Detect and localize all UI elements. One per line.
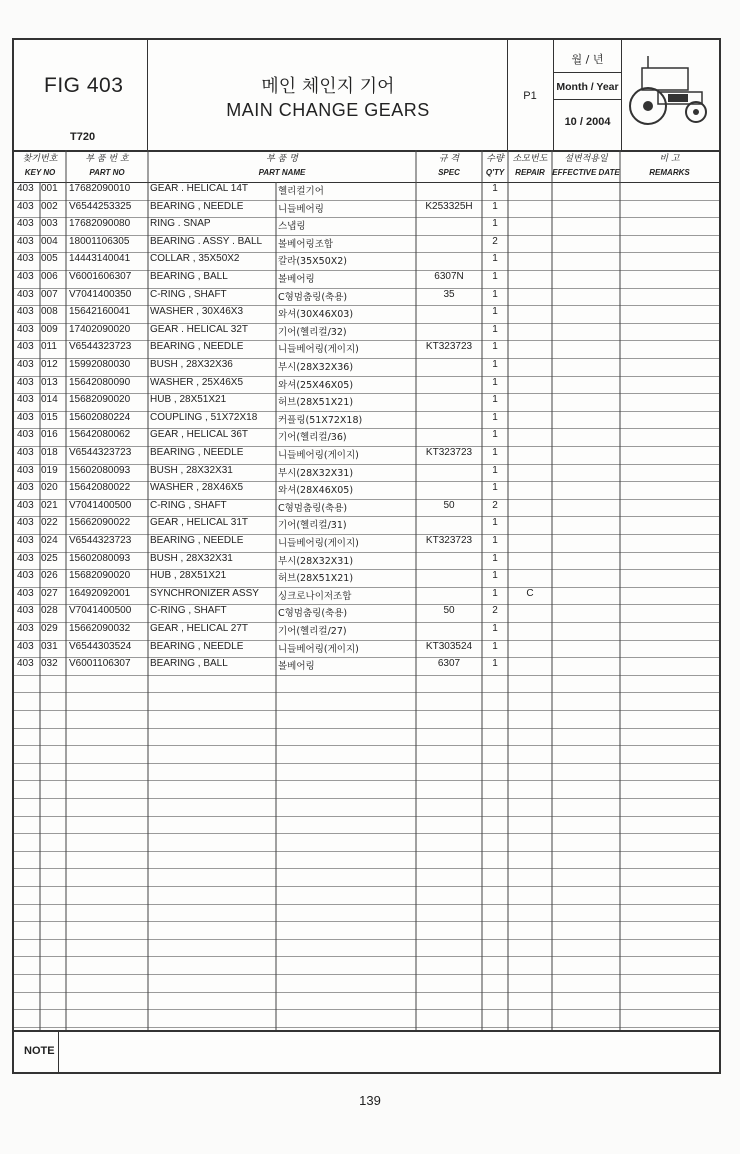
cell-part-name: GEAR , HELICAL 31T	[150, 517, 248, 529]
cell-part-no: 15682090020	[69, 394, 131, 406]
table-row	[14, 657, 719, 676]
cell-part-name-korean: 니들베어링	[278, 203, 324, 215]
empty-table-row	[14, 675, 719, 694]
cell-part-name-korean: 니들베어링(게이지)	[278, 538, 359, 549]
cell-fig: 403	[17, 235, 34, 247]
table-row	[14, 393, 719, 412]
cell-fig: 403	[17, 535, 34, 546]
cell-fig: 403	[17, 411, 34, 423]
cell-part-name-korean: 허브(28X51X21)	[278, 397, 354, 409]
cell-fig: 403	[17, 605, 34, 617]
cell-fig: 403	[17, 482, 34, 494]
table-row	[14, 428, 719, 447]
cell-key-no: 031	[41, 640, 58, 652]
cell-qty: 1	[492, 517, 498, 529]
month-year-label-korean: 월 / 년	[571, 53, 604, 66]
cell-spec: 6307	[437, 658, 461, 670]
empty-table-row	[14, 921, 719, 940]
cell-part-name: GEAR , HELICAL 27T	[150, 623, 248, 634]
cell-part-no: V7041400350	[69, 288, 132, 300]
note-section	[14, 1030, 719, 1074]
cell-part-name-korean: 볼베어링조합	[278, 238, 334, 250]
empty-table-row	[14, 956, 719, 975]
col-remarks: REMARKS	[649, 168, 690, 177]
cell-fig: 403	[17, 359, 34, 370]
cell-qty: 2	[492, 605, 498, 617]
cell-fig: 403	[17, 552, 34, 564]
cell-fig: 403	[17, 464, 34, 476]
cell-part-name: BUSH , 28X32X36	[150, 359, 233, 370]
sheet-header	[14, 40, 719, 152]
cell-qty: 1	[492, 306, 498, 318]
table-row	[14, 640, 719, 659]
cell-qty: 1	[492, 587, 498, 599]
cell-qty: 1	[492, 376, 498, 388]
cell-part-name-korean: 니들베어링(게이지)	[278, 450, 359, 461]
cell-part-no: V6544323723	[69, 535, 132, 546]
cell-fig: 403	[17, 306, 34, 318]
cell-fig: 403	[17, 253, 34, 265]
table-row	[14, 288, 719, 307]
cell-spec: 50	[443, 605, 455, 617]
cell-qty: 2	[492, 235, 498, 247]
cell-spec: 35	[443, 288, 455, 300]
cell-part-name-korean: 볼베어링	[278, 274, 315, 285]
cell-part-name: BEARING , BALL	[150, 271, 228, 282]
cell-part-no: 15642080022	[69, 482, 131, 494]
cell-qty: 1	[492, 341, 498, 353]
table-row	[14, 411, 719, 430]
cell-part-name: BEARING , NEEDLE	[150, 535, 244, 546]
cell-key-no: 009	[41, 323, 58, 335]
empty-table-row	[14, 763, 719, 782]
cell-key-no: 029	[41, 623, 58, 634]
cell-part-no: 15662090022	[69, 517, 131, 529]
cell-qty: 2	[492, 499, 498, 511]
table-row	[14, 446, 719, 465]
cell-fig: 403	[17, 323, 34, 335]
table-row	[14, 235, 719, 254]
cell-part-no: V6001606307	[69, 271, 132, 282]
cell-qty: 1	[492, 570, 498, 582]
col-repair-ko: 소모번도	[512, 154, 548, 164]
col-repair: REPAIR	[515, 168, 545, 177]
col-part-name: PART NAME	[258, 168, 306, 177]
cell-part-name-korean: 칼라(35X50X2)	[278, 256, 348, 268]
table-row	[14, 464, 719, 483]
cell-part-no: V6001106307	[69, 658, 131, 670]
cell-part-no: V6544253325	[69, 200, 132, 212]
cell-part-no: 15602080093	[69, 464, 131, 476]
cell-qty: 1	[492, 640, 498, 652]
cell-fig: 403	[17, 517, 34, 529]
col-qty: Q'TY	[485, 168, 505, 177]
cell-part-no: V6544303524	[69, 640, 132, 652]
cell-qty: 1	[492, 271, 498, 282]
cell-key-no: 020	[41, 482, 58, 494]
cell-key-no: 013	[41, 376, 58, 388]
cell-part-name-korean: 부시(28X32X31)	[278, 555, 354, 567]
cell-key-no: 021	[41, 499, 58, 511]
cell-part-name-korean: 와셔(28X46X05)	[278, 485, 354, 497]
col-part-no: PART NO	[89, 168, 125, 177]
table-row	[14, 569, 719, 588]
cell-part-name-korean: 스냅링	[278, 221, 306, 233]
cell-part-name: BEARING , NEEDLE	[150, 640, 244, 652]
cell-key-no: 022	[41, 517, 58, 529]
table-row	[14, 270, 719, 289]
cell-key-no: 026	[41, 570, 58, 582]
cell-qty: 1	[492, 253, 498, 265]
cell-part-no: 16492092001	[69, 587, 131, 599]
cell-key-no: 005	[41, 253, 58, 265]
cell-key-no: 008	[41, 306, 58, 318]
cell-key-no: 002	[41, 200, 58, 212]
cell-spec: K253325H	[425, 200, 473, 212]
cell-part-name: GEAR . HELICAL 14T	[150, 183, 248, 194]
cell-part-name: BEARING . ASSY . BALL	[150, 235, 263, 247]
cell-part-no: 15992080030	[69, 359, 131, 370]
cell-part-name-korean: 커플링(51X72X18)	[278, 414, 363, 426]
cell-part-no: 15602080224	[69, 411, 131, 423]
cell-part-name: COLLAR , 35X50X2	[150, 253, 240, 265]
empty-table-row	[14, 710, 719, 729]
cell-qty: 1	[492, 218, 498, 230]
issue-date: 10 / 2004	[564, 116, 611, 128]
cell-qty: 1	[492, 552, 498, 564]
empty-table-row	[14, 780, 719, 799]
table-row	[14, 604, 719, 623]
cell-repair: C	[526, 587, 534, 599]
cell-part-name-korean: 기어(헬리컬/36)	[278, 432, 347, 444]
cell-part-no: V7041400500	[69, 499, 132, 511]
table-row	[14, 217, 719, 236]
cell-part-name: C-RING , SHAFT	[150, 605, 227, 617]
cell-part-name: C-RING , SHAFT	[150, 288, 227, 300]
empty-table-row	[14, 992, 719, 1011]
cell-part-name-korean: 헬리컬기어	[278, 186, 324, 197]
cell-part-name: HUB , 28X51X21	[150, 570, 227, 582]
cell-fig: 403	[17, 499, 34, 511]
cell-qty: 1	[492, 394, 498, 406]
empty-table-row	[14, 728, 719, 747]
cell-key-no: 012	[41, 359, 58, 370]
table-row	[14, 516, 719, 535]
cell-part-no: 15662090032	[69, 623, 131, 634]
cell-part-name: BEARING , NEEDLE	[150, 200, 244, 212]
cell-part-no: V6544323723	[69, 447, 132, 458]
col-key-no-ko: 찾기번호	[22, 154, 58, 164]
cell-part-name: GEAR . HELICAL 32T	[150, 323, 248, 335]
cell-fig: 403	[17, 658, 34, 670]
empty-table-row	[14, 798, 719, 817]
col-remarks-ko: 비 고	[659, 154, 680, 164]
cell-part-name-korean: 볼베어링	[278, 661, 315, 673]
cell-key-no: 027	[41, 587, 58, 599]
table-row	[14, 200, 719, 219]
empty-table-row	[14, 1009, 719, 1028]
cell-fig: 403	[17, 288, 34, 300]
tractor-icon	[624, 52, 714, 132]
cell-part-name-korean: C형멈춤링(축용)	[278, 608, 348, 620]
cell-key-no: 003	[41, 218, 58, 230]
table-row	[14, 358, 719, 377]
cell-part-name-korean: 니들베어링(게이지)	[278, 643, 359, 655]
cell-part-no: V7041400500	[69, 605, 132, 617]
cell-key-no: 019	[41, 464, 58, 476]
cell-part-no: 15642080090	[69, 376, 131, 388]
cell-part-name: C-RING , SHAFT	[150, 499, 227, 511]
cell-qty: 1	[492, 429, 498, 441]
cell-spec: 6307N	[434, 271, 464, 282]
cell-qty: 1	[492, 359, 498, 370]
cell-key-no: 025	[41, 552, 58, 564]
cell-qty: 1	[492, 658, 498, 670]
table-row	[14, 376, 719, 395]
table-row	[14, 534, 719, 553]
cell-fig: 403	[17, 587, 34, 599]
cell-part-name-korean: C형멈춤링(축용)	[278, 291, 348, 303]
cell-part-no: V6544323723	[69, 341, 132, 353]
cell-part-no: 17682090080	[69, 218, 131, 230]
col-spec-ko: 규 격	[438, 154, 460, 164]
cell-qty: 1	[492, 200, 498, 212]
empty-table-row	[14, 886, 719, 905]
cell-qty: 1	[492, 623, 498, 634]
cell-fig: 403	[17, 200, 34, 212]
cell-qty: 1	[492, 323, 498, 335]
cell-fig: 403	[17, 640, 34, 652]
cell-part-name: BEARING , NEEDLE	[150, 341, 244, 353]
cell-part-name-korean: C형멈춤링(축용)	[278, 502, 348, 514]
page-label: P1	[523, 90, 537, 102]
col-effective-date: EFFECTIVE DATE	[552, 168, 620, 177]
col-key-no: KEY NO	[24, 168, 56, 177]
cell-key-no: 001	[41, 183, 58, 194]
cell-part-name: WASHER , 28X46X5	[150, 482, 244, 494]
cell-qty: 1	[492, 535, 498, 546]
table-row	[14, 622, 719, 641]
cell-part-no: 18001106305	[69, 235, 130, 247]
empty-table-row	[14, 692, 719, 711]
cell-part-no: 15602080093	[69, 552, 131, 564]
cell-part-no: 15642160041	[69, 306, 131, 318]
table-row	[14, 182, 719, 201]
empty-table-row	[14, 904, 719, 923]
cell-key-no: 006	[41, 271, 58, 282]
note-label: NOTE	[24, 1045, 55, 1057]
figure-number: FIG 403	[44, 74, 124, 97]
cell-part-name: GEAR , HELICAL 36T	[150, 429, 248, 441]
cell-key-no: 018	[41, 447, 58, 458]
cell-part-name-korean: 부시(28X32X36)	[278, 362, 354, 373]
empty-table-row	[14, 745, 719, 764]
cell-fig: 403	[17, 623, 34, 634]
cell-part-name-korean: 와셔(30X46X03)	[278, 309, 354, 321]
cell-key-no: 024	[41, 535, 58, 546]
empty-table-row	[14, 816, 719, 835]
cell-part-name-korean: 니들베어링(게이지)	[278, 344, 359, 356]
cell-spec: KT303524	[425, 640, 473, 652]
table-row	[14, 252, 719, 271]
cell-part-no: 17402090020	[69, 323, 131, 335]
page-title: MAIN CHANGE GEARS	[226, 100, 430, 120]
cell-fig: 403	[17, 570, 34, 582]
col-part-name-ko: 부 품 명	[266, 154, 298, 164]
cell-part-no: 17682090010	[69, 183, 131, 194]
cell-fig: 403	[17, 218, 34, 230]
page-title-korean: 메인 체인지 기어	[261, 76, 395, 97]
cell-fig: 403	[17, 429, 34, 441]
parts-sheet	[12, 38, 721, 1074]
page-number: 139	[359, 1093, 381, 1108]
cell-spec: KT323723	[425, 341, 473, 353]
cell-fig: 403	[17, 341, 34, 353]
table-row	[14, 340, 719, 359]
cell-part-name-korean: 부시(28X32X31)	[278, 467, 354, 479]
cell-part-name: BEARING , BALL	[150, 658, 228, 670]
month-year-label: Month / Year	[556, 81, 619, 93]
cell-qty: 1	[492, 183, 498, 194]
cell-part-name-korean: 싱크로나이저조합	[278, 590, 352, 602]
cell-key-no: 004	[41, 235, 58, 247]
cell-part-name: BEARING , NEEDLE	[150, 447, 244, 458]
cell-fig: 403	[17, 394, 34, 406]
empty-table-row	[14, 868, 719, 887]
cell-qty: 1	[492, 288, 498, 300]
cell-key-no: 032	[41, 658, 58, 670]
cell-fig: 403	[17, 183, 34, 194]
cell-part-no: 15682090020	[69, 570, 131, 582]
cell-part-name: COUPLING , 51X72X18	[150, 411, 258, 423]
empty-table-row	[14, 939, 719, 958]
cell-key-no: 015	[41, 411, 58, 423]
cell-fig: 403	[17, 447, 34, 458]
cell-qty: 1	[492, 482, 498, 494]
table-row	[14, 587, 719, 606]
cell-part-name-korean: 기어(헬리컬/27)	[278, 626, 347, 637]
cell-part-name: WASHER , 30X46X3	[150, 306, 244, 318]
cell-spec: 50	[443, 499, 455, 511]
cell-part-name-korean: 와셔(25X46X05)	[278, 379, 354, 391]
col-effective-date-ko: 설변적용일	[564, 154, 608, 164]
cell-part-name: HUB , 28X51X21	[150, 394, 227, 406]
cell-part-name-korean: 기어(헬리컬/31)	[278, 520, 347, 532]
col-qty-ko: 수량	[486, 154, 504, 164]
table-row	[14, 305, 719, 324]
cell-part-no: 15642080062	[69, 429, 131, 441]
cell-part-name: WASHER , 25X46X5	[150, 376, 244, 388]
cell-qty: 1	[492, 411, 498, 423]
cell-part-name-korean: 기어(헬리컬/32)	[278, 326, 347, 338]
cell-key-no: 014	[41, 394, 58, 406]
cell-part-name: RING . SNAP	[150, 218, 211, 230]
col-part-no-ko: 부 품 번 호	[85, 154, 129, 164]
cell-qty: 1	[492, 464, 498, 476]
cell-part-name: BUSH , 28X32X31	[150, 464, 233, 476]
cell-fig: 403	[17, 271, 34, 282]
empty-table-row	[14, 974, 719, 993]
table-row	[14, 552, 719, 571]
table-header	[14, 150, 719, 183]
cell-key-no: 028	[41, 605, 58, 617]
cell-spec: KT323723	[425, 447, 473, 458]
col-spec: SPEC	[438, 168, 460, 177]
model-code: T720	[70, 131, 96, 143]
cell-qty: 1	[492, 447, 498, 458]
cell-key-no: 016	[41, 429, 58, 441]
cell-fig: 403	[17, 376, 34, 388]
cell-part-name: BUSH , 28X32X31	[150, 552, 233, 564]
empty-table-row	[14, 833, 719, 852]
cell-part-no: 14443140041	[69, 253, 131, 265]
cell-key-no: 011	[41, 341, 57, 353]
empty-table-row	[14, 851, 719, 870]
cell-part-name-korean: 허브(28X51X21)	[278, 573, 354, 585]
table-row	[14, 499, 719, 518]
cell-spec: KT323723	[425, 535, 473, 546]
table-row	[14, 323, 719, 342]
cell-part-name: SYNCHRONIZER ASSY	[150, 587, 259, 599]
table-row	[14, 481, 719, 500]
cell-key-no: 007	[41, 288, 58, 300]
